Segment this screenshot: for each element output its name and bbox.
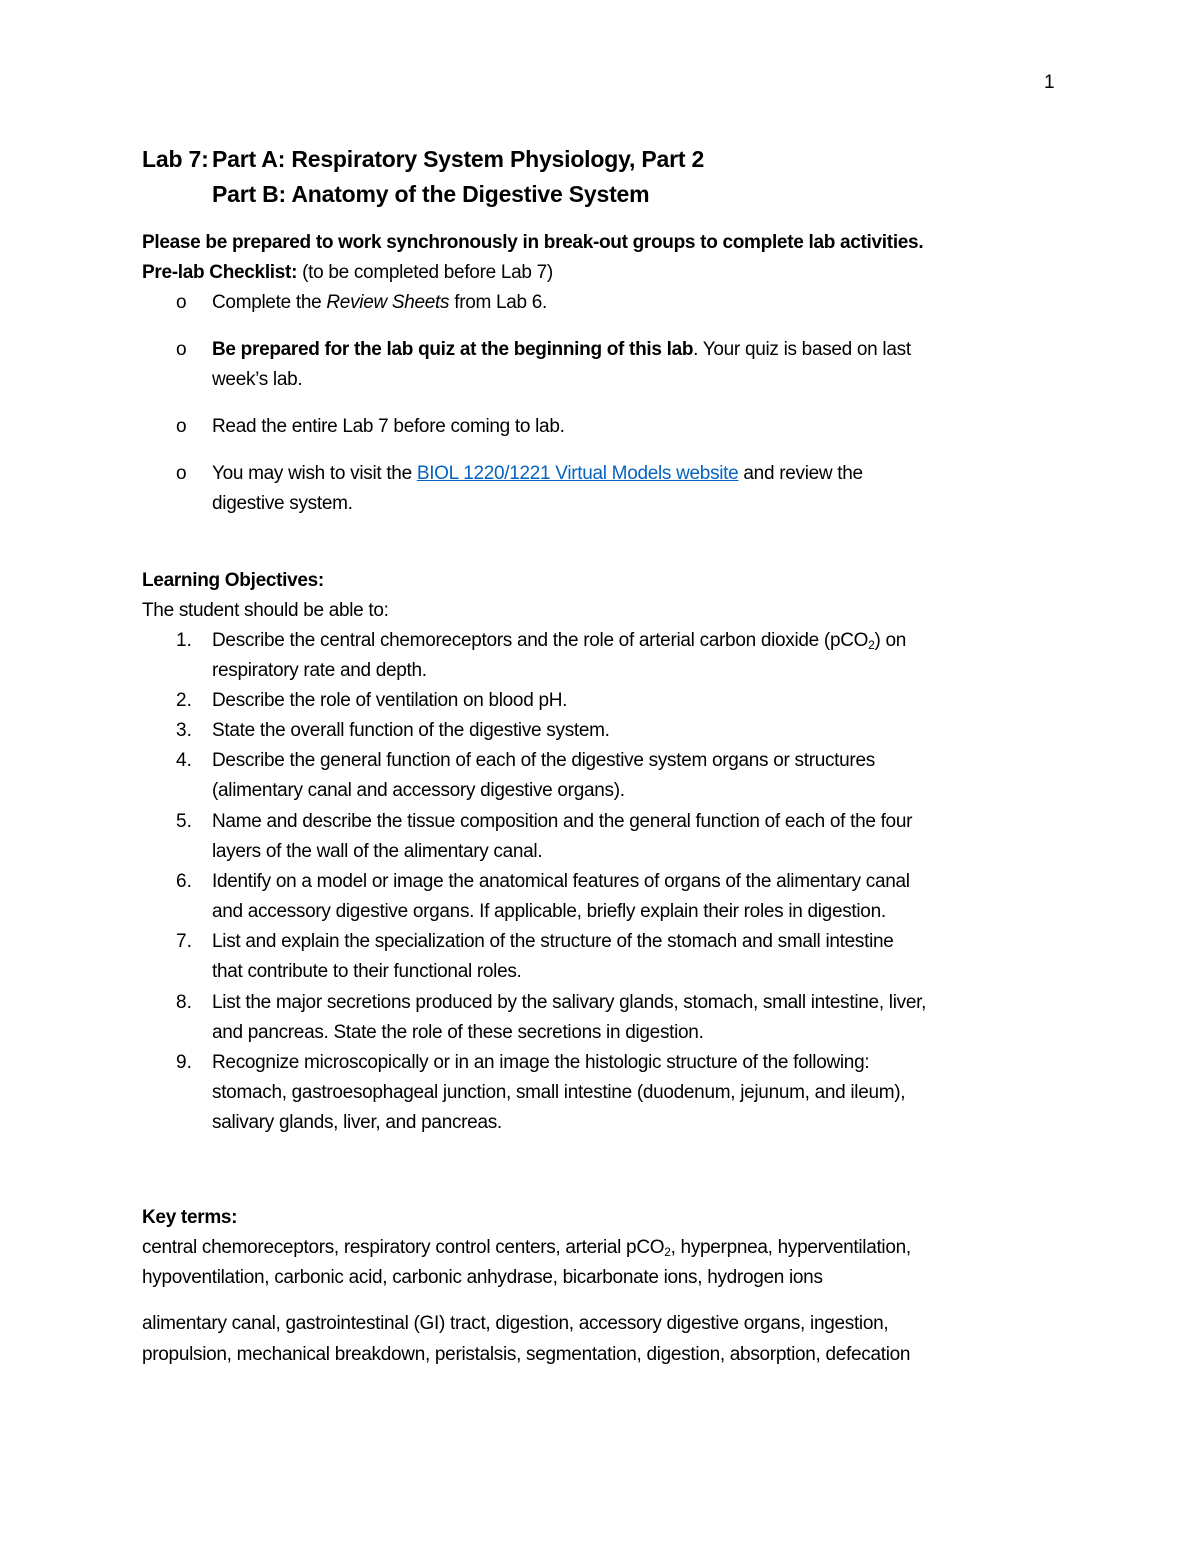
bullet: o [176, 292, 187, 313]
title-line-1 [142, 146, 704, 173]
objective-number: 6. [176, 871, 192, 892]
checklist-item-3: Read the entire Lab 7 before coming to lab. [212, 416, 565, 437]
objective-8-cont: and pancreas. State the role of these secretions in digestion. [212, 1022, 704, 1043]
prelab-note: (to be completed before Lab 7) [297, 262, 553, 283]
objective-number: 7. [176, 931, 192, 952]
prelab-label: Pre-lab Checklist: [142, 262, 298, 283]
key-terms-para1-line2: hypoventilation, carbonic acid, carbonic anhydrase, bicarbonate ions, hydrogen ions [142, 1267, 823, 1288]
objectives-heading: Learning Objectives: [142, 570, 324, 591]
page-number: 1 [1044, 72, 1055, 93]
objective-5: Name and describe the tissue composition and the general function of each of the four [212, 811, 913, 832]
bullet: o [176, 416, 187, 437]
objective-number: 1. [176, 630, 192, 651]
objective-number: 4. [176, 750, 192, 771]
title-part-a: Part A: Respiratory System Physiology, Part 2 [212, 146, 705, 172]
objective-8: List the major secretions produced by the salivary glands, stomach, small intestine, liver, [212, 992, 927, 1013]
checklist-item-4-cont: digestive system. [212, 493, 353, 514]
title-lab: Lab 7: [142, 146, 209, 172]
key-terms-para1-line1: central chemoreceptors, respiratory control centers, arterial pCO$_2$, hyperpnea, hyperventilation, [142, 1237, 911, 1259]
objective-6-cont: and accessory digestive organs. If applicable, briefly explain their roles in digestion. [212, 901, 886, 922]
title-line-2 [142, 181, 649, 208]
objective-7: List and explain the specialization of the structure of the stomach and small intestine [212, 931, 894, 952]
objective-4: Describe the general function of each of the digestive system organs or structures [212, 750, 875, 771]
checklist-item-2: Be prepared for the lab quiz at the beginning of this lab. Your quiz is based on last [212, 339, 911, 360]
objective-number: 3. [176, 720, 192, 741]
objective-6: Identify on a model or image the anatomical features of organs of the alimentary canal [212, 871, 910, 892]
objective-number: 9. [176, 1052, 192, 1073]
bullet: o [176, 339, 187, 360]
prelab-heading [142, 258, 553, 288]
checklist-item-4: You may wish to visit the BIOL 1220/1221 Virtual Models website and review the [212, 463, 863, 484]
objective-1: Describe the central chemoreceptors and the role of arterial carbon dioxide (pCO$_2$) on [212, 630, 907, 652]
objective-5-cont: layers of the wall of the alimentary canal. [212, 841, 543, 862]
objective-number: 5. [176, 811, 192, 832]
key-terms-para2-line2: propulsion, mechanical breakdown, peristalsis, segmentation, digestion, absorption, defecation [142, 1344, 911, 1365]
virtual-models-link[interactable]: BIOL 1220/1221 Virtual Models website [416, 463, 739, 484]
objective-9: Recognize microscopically or in an image the histologic structure of the following: [212, 1052, 870, 1073]
notice: Please be prepared to work synchronously in break-out groups to complete lab activities. [142, 232, 924, 253]
title-part-b: Part B: Anatomy of the Digestive System [212, 181, 650, 207]
objective-number: 2. [176, 690, 192, 711]
key-terms-para2-line1: alimentary canal, gastrointestinal (GI) tract, digestion, accessory digestive organs, ingestion, [142, 1313, 889, 1334]
review-sheets-emphasis: Review Sheets [326, 292, 450, 313]
objective-4-cont: (alimentary canal and accessory digestive organs). [212, 780, 625, 801]
checklist-item-2-cont: week’s lab. [212, 369, 303, 390]
objective-7-cont: that contribute to their functional roles. [212, 961, 522, 982]
objective-3: State the overall function of the digestive system. [212, 720, 610, 741]
objective-1-cont: respiratory rate and depth. [212, 660, 427, 681]
checklist-item-1: Complete the Review Sheets from Lab 6. [212, 292, 548, 313]
objective-2: Describe the role of ventilation on blood pH. [212, 690, 568, 711]
key-terms-heading: Key terms: [142, 1207, 238, 1228]
objective-9-cont: stomach, gastroesophageal junction, small intestine (duodenum, jejunum, and ileum), [212, 1082, 906, 1103]
objectives-intro: The student should be able to: [142, 600, 389, 621]
bullet: o [176, 463, 187, 484]
objective-number: 8. [176, 992, 192, 1013]
objective-9-cont2: salivary glands, liver, and pancreas. [212, 1112, 502, 1133]
